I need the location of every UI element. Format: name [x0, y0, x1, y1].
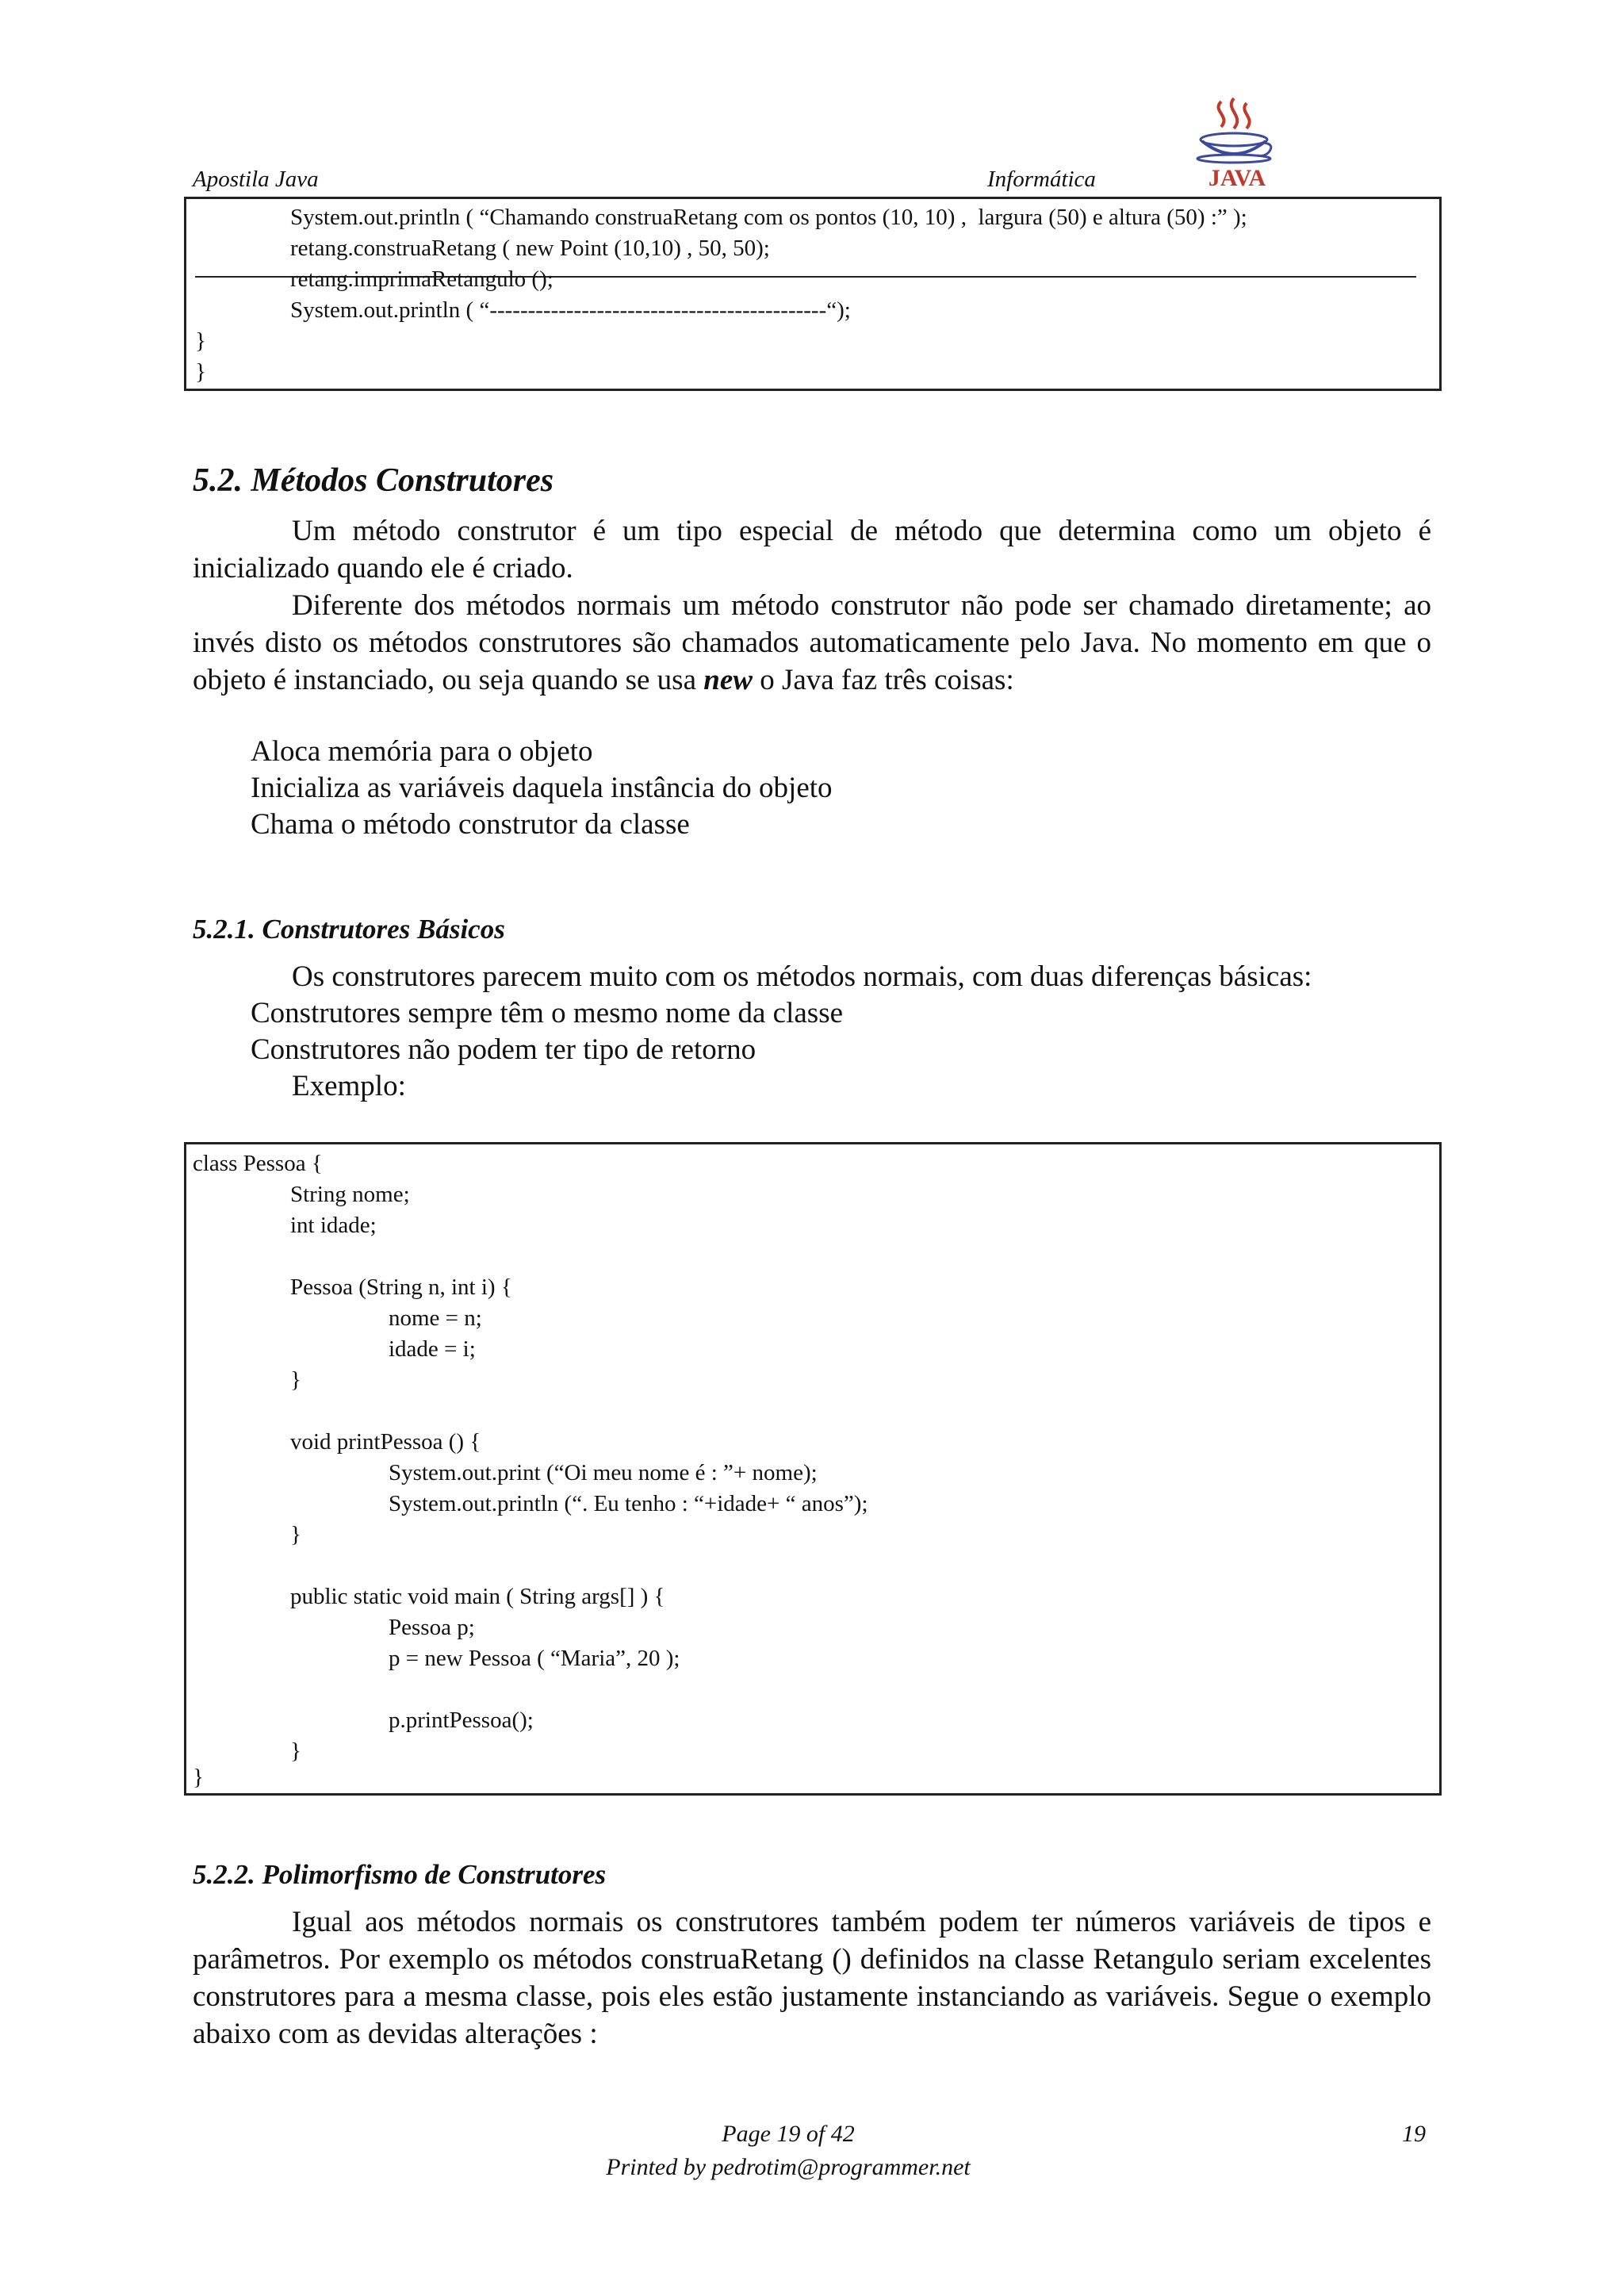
footer-printed: Printed by pedrotim@programmer.net: [606, 2154, 971, 2180]
code-line: System.out.println ( “Chamando construaRetang com os pontos (10, 10) , largura (50) e altura (50) :” );: [290, 205, 1247, 230]
code-line: System.out.print (“Oi meu nome é : ”+ nome);: [389, 1460, 818, 1485]
list-item: Construtores não podem ter tipo de retorno: [251, 1033, 756, 1066]
paragraph: Igual aos métodos normais os construtores também podem ter números variáveis de tipos e parâmetros. Por exemplo os métodos construaRetang () definidos na classe Retangulo seriam excelentes construtores para a mesma classe, pois eles estão justamente instanciando as variáveis. Segue o exemplo abaixo com as devidas alterações :: [193, 1906, 1431, 2050]
paragraph: Um método construtor é um tipo especial de método que determina como um objeto é inicializado quando ele é criado.: [193, 515, 1431, 585]
list-item: Construtores sempre têm o mesmo nome da classe: [251, 997, 844, 1029]
footer-page: Page 19 of 42: [722, 2121, 855, 2147]
java-logo: [1182, 94, 1293, 189]
code-line: }: [195, 359, 206, 385]
code-line: }: [195, 328, 206, 354]
code-line: class Pessoa {: [193, 1151, 323, 1176]
code-line: System.out.println (“. Eu tenho : “+idade+ “ anos”);: [389, 1491, 868, 1516]
code-line: Pessoa p;: [389, 1615, 475, 1640]
coffee-cup-icon: [1197, 98, 1271, 163]
paragraph: Os construtores parecem muito com os métodos normais, com duas diferenças básicas:: [292, 960, 1312, 993]
code-line: int idade;: [290, 1213, 377, 1238]
code-line: }: [193, 1765, 204, 1790]
code-line: idade = i;: [389, 1336, 476, 1362]
code-line: }: [290, 1738, 301, 1764]
section-heading: 5.2. Métodos Construtores: [193, 462, 554, 499]
list-item: Chama o método construtor da classe: [251, 808, 690, 841]
code-line: p = new Pessoa ( “Maria”, 20 );: [389, 1646, 680, 1671]
subsection-heading: 5.2.1. Construtores Básicos: [193, 914, 505, 945]
code-line: String nome;: [290, 1182, 410, 1207]
list-item: Aloca memória para o objeto: [251, 735, 593, 768]
footer-page-number: 19: [1402, 2121, 1426, 2147]
header-subject: Informática: [987, 167, 1096, 192]
example-label: Exemplo:: [292, 1070, 406, 1102]
code-line: }: [290, 1522, 301, 1547]
code-line: p.printPessoa();: [389, 1708, 534, 1733]
code-line: System.out.println ( “--------------------------------------------“);: [290, 297, 851, 323]
code-line: retang.imprimaRetangulo ();: [290, 266, 553, 292]
code-line: retang.construaRetang ( new Point (10,10) , 50, 50);: [290, 236, 770, 261]
code-line: void printPessoa () {: [290, 1429, 481, 1455]
code-line: Pessoa (String n, int i) {: [290, 1274, 512, 1300]
logo-text: JAVA: [1208, 165, 1266, 189]
code-line: public static void main ( String args[] ) {: [290, 1584, 665, 1609]
subsection-heading: 5.2.2. Polimorfismo de Construtores: [193, 1859, 607, 1890]
paragraph: Diferente dos métodos normais um método construtor não pode ser chamado diretamente; ao invés disto os métodos construtores são chamados automaticamente pelo Java. No momento em que o objeto é instanciado, ou seja quando se usa new o Java faz três coisas:: [193, 589, 1431, 696]
header-title: Apostila Java: [193, 167, 319, 192]
list-item: Inicializa as variáveis daquela instância do objeto: [251, 772, 833, 804]
code-line: nome = n;: [389, 1305, 482, 1331]
code-line: }: [290, 1367, 301, 1393]
